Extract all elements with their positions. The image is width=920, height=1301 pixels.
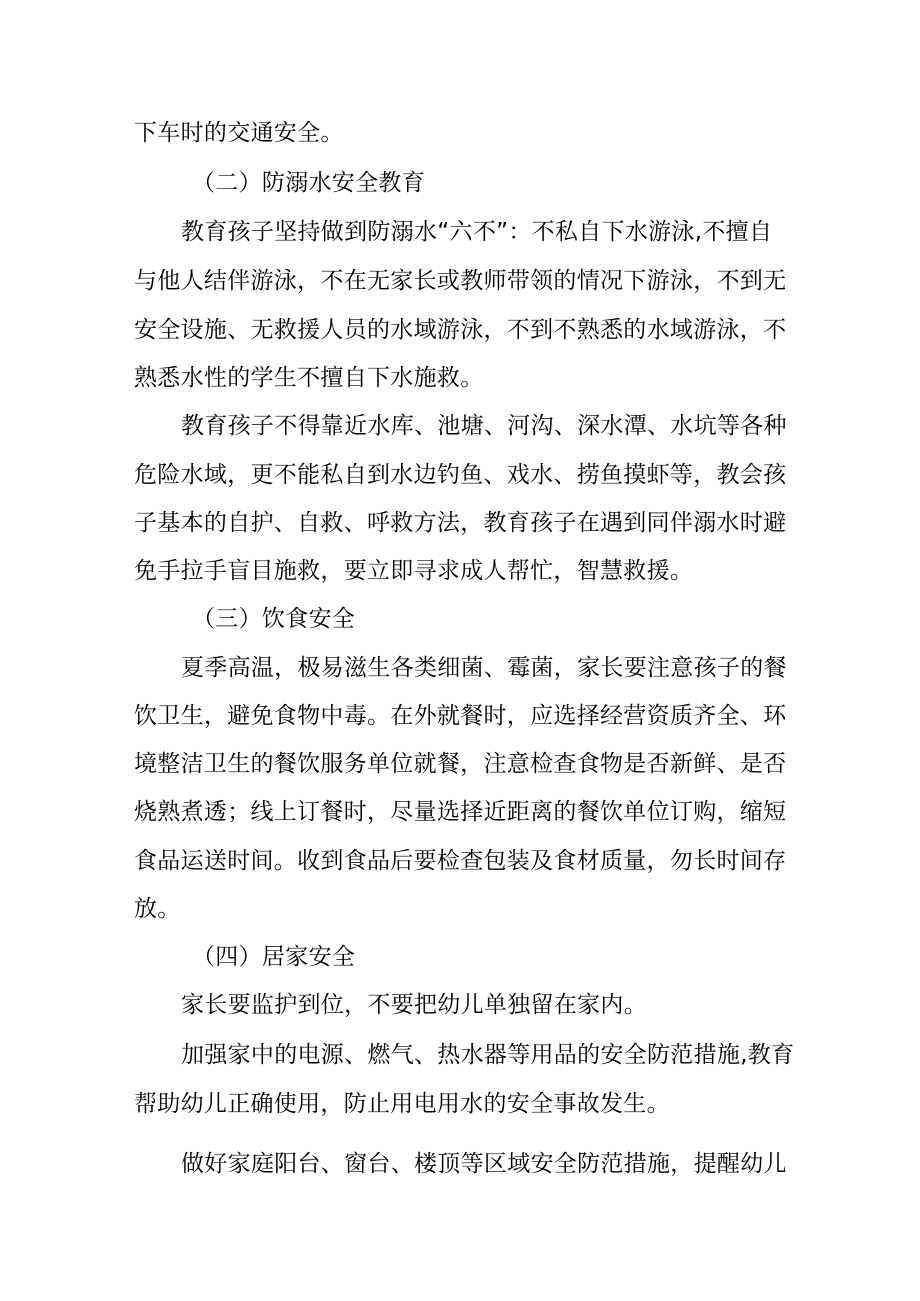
paragraph-line: 下车时的交通安全。 <box>134 120 344 146</box>
paragraph-line: 家长要监护到位，不要把幼儿单独留在家内。 <box>181 992 647 1018</box>
paragraph-line: 境整洁卫生的餐饮服务单位就餐，注意检查食物是否新鲜、是否 <box>134 751 787 777</box>
paragraph-line: 烧熟煮透；线上订餐时，尽量选择近距离的餐饮单位订购，缩短 <box>134 799 787 825</box>
paragraph-line: 夏季高温，极易滋生各类细菌、霉菌，家长要注意孩子的餐 <box>181 655 787 681</box>
paragraph-line: 子基本的自护、自救、呼救方法，教育孩子在遇到同伴溺水时避 <box>134 510 787 536</box>
paragraph-line: 危险水域，更不能私自到水边钓鱼、戏水、捞鱼摸虾等，教会孩 <box>134 462 787 488</box>
paragraph-line: 熟悉水性的学生不擅自下水施救。 <box>134 365 484 391</box>
paragraph-line: 加强家中的电源、燃气、热水器等用品的安全防范措施,教育 <box>181 1042 795 1068</box>
paragraph-line: 饮卫生，避免食物中毒。在外就餐时，应选择经营资质齐全、环 <box>134 703 787 729</box>
section-heading: （三）饮食安全 <box>192 606 356 632</box>
paragraph-line: 与他人结伴游泳，不在无家长或教师带领的情况下游泳，不到无 <box>134 268 787 294</box>
section-heading: （四）居家安全 <box>192 944 356 970</box>
paragraph-line: 放。 <box>134 896 181 922</box>
paragraph-line: 帮助幼儿正确使用，防止用电用水的安全事故发生。 <box>134 1091 670 1117</box>
section-heading: （二）防溺水安全教育 <box>192 170 425 196</box>
paragraph-line: 做好家庭阳台、窗台、楼顶等区域安全防范措施，提醒幼儿 <box>181 1151 787 1177</box>
paragraph-line: 免手拉手盲目施救，要立即寻求成人帮忙，智慧救援。 <box>134 558 694 584</box>
paragraph-line: 安全设施、无救援人员的水域游泳，不到不熟悉的水域游泳，不 <box>134 317 787 343</box>
paragraph-line: 教育孩子不得靠近水库、池塘、河沟、深水潭、水坑等各种 <box>181 413 787 439</box>
paragraph-line: 教育孩子坚持做到防溺水“六不”：不私自下水游泳,不擅自 <box>181 219 773 245</box>
paragraph-line: 食品运送时间。收到食品后要检查包装及食材质量，勿长时间存 <box>134 848 787 874</box>
